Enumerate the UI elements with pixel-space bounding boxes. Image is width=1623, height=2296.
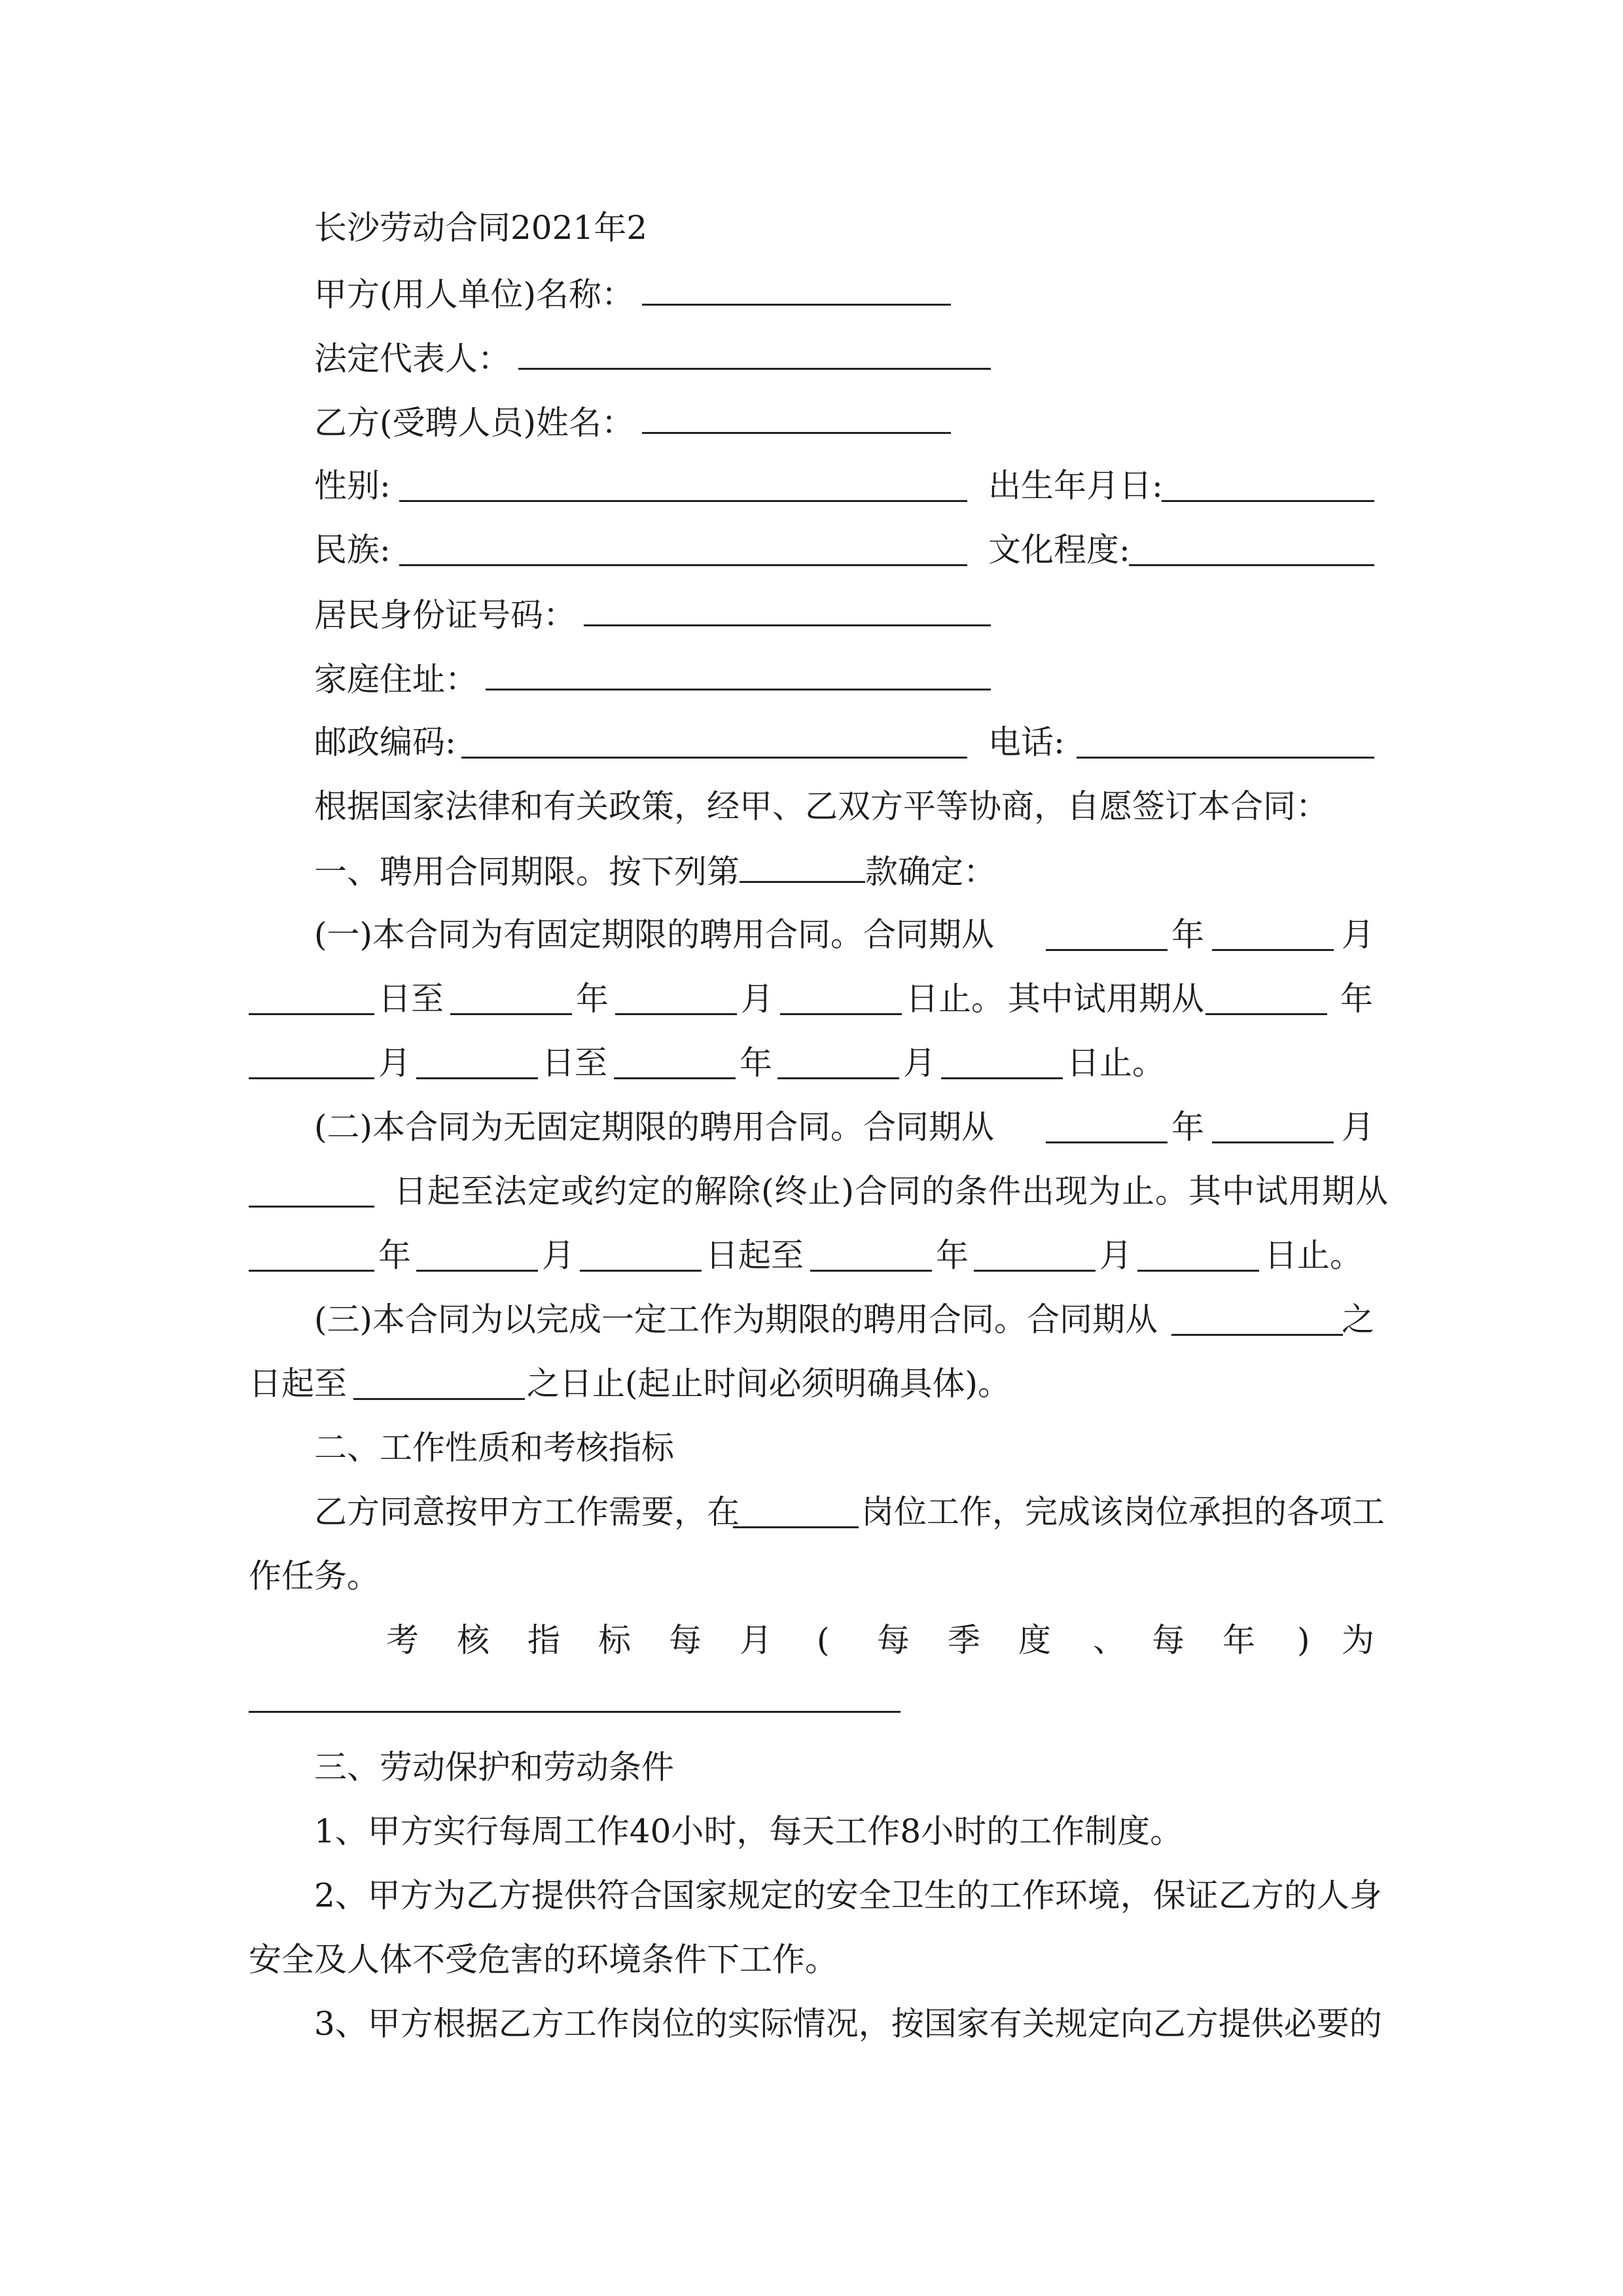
clause-3-text: (三)本合同为以完成一定工作为期限的聘用合同。合同期从 — [314, 1300, 1158, 1338]
party-a-name-row — [314, 274, 951, 313]
day-to-label: 日至 — [542, 1044, 607, 1082]
education-field[interactable] — [1129, 534, 1374, 566]
month-label: 月 — [741, 980, 774, 1018]
year-label: 年 — [1340, 980, 1373, 1018]
assessment-char: 度 — [1018, 1621, 1051, 1659]
open-probation-end-year-field[interactable] — [810, 1240, 932, 1272]
assessment-field[interactable] — [249, 1681, 901, 1713]
probation-end-month-field[interactable] — [777, 1047, 899, 1079]
party-a-name-field[interactable] — [642, 274, 951, 306]
assessment-char: 月 — [740, 1621, 772, 1659]
assessment-char: 每 — [877, 1621, 910, 1659]
section-2-text-cont: 岗位工作，完成该岗位承担的各项工 — [861, 1493, 1385, 1531]
month-label: 月 — [542, 1236, 575, 1274]
month-label: 月 — [903, 1044, 936, 1082]
party-a-name-label: 甲方(用人单位)名称： — [314, 276, 635, 314]
month-label: 月 — [1342, 1108, 1374, 1146]
clause-1-line-3 — [249, 1043, 1374, 1083]
open-probation-end-day-field[interactable] — [1137, 1240, 1259, 1272]
assessment-char: 、 — [1093, 1621, 1126, 1659]
task-contract-start-field[interactable] — [1171, 1304, 1343, 1336]
address-label: 家庭住址： — [314, 660, 478, 698]
assessment-char: 核 — [457, 1621, 490, 1659]
id-row — [314, 594, 991, 634]
party-b-name-field[interactable] — [642, 402, 951, 434]
assessment-char: 每 — [1152, 1621, 1185, 1659]
probation-start-day-field[interactable] — [416, 1047, 538, 1079]
birth-field[interactable] — [1162, 470, 1374, 502]
document-title: 长沙劳动合同2021年2 — [314, 209, 648, 247]
education-label: 文化程度: — [988, 531, 1130, 569]
party-b-name-row — [314, 402, 951, 441]
postcode-field[interactable] — [461, 726, 967, 759]
section-1-term — [314, 851, 996, 890]
contract-start-day-field[interactable] — [249, 983, 374, 1015]
clause-choice-field[interactable] — [740, 851, 865, 883]
assessment-char: ( — [817, 1621, 830, 1659]
month-label: 月 — [1099, 1236, 1132, 1274]
phone-label: 电话: — [988, 723, 1065, 761]
ethnicity-field[interactable] — [399, 534, 967, 566]
contract-end-month-field[interactable] — [615, 983, 737, 1015]
assessment-char: 年 — [1222, 1621, 1255, 1659]
open-contract-start-day-field[interactable] — [249, 1175, 374, 1208]
clause-2-text-cont: 日起至法定或约定的解除(终止)合同的条件出现为止。其中试用期从 — [394, 1172, 1389, 1210]
assessment-char: 为 — [1342, 1621, 1374, 1659]
section-2-para-1-end: 作任务。 — [249, 1557, 380, 1595]
section-3-item-3: 3、甲方根据乙方工作岗位的实际情况，按国家有关规定向乙方提供必要的 — [314, 2005, 1382, 2043]
day-end-label: 日止。 — [1264, 1236, 1363, 1274]
section-2-heading: 二、工作性质和考核指标 — [314, 1429, 674, 1467]
year-label: 年 — [740, 1044, 772, 1082]
postcode-label: 邮政编码: — [314, 723, 456, 761]
ethnicity-label: 民族: — [314, 531, 391, 569]
month-label: 月 — [1342, 916, 1374, 954]
clause-3-line-2 — [249, 1364, 1374, 1403]
section-3-item-1: 1、甲方实行每周工作40小时，每天工作8小时的工作制度。 — [314, 1812, 1183, 1850]
contract-end-day-field[interactable] — [780, 983, 902, 1015]
gender-birth-row — [314, 466, 1374, 505]
post-field[interactable] — [733, 1496, 859, 1528]
clause-1-line-2 — [249, 979, 1374, 1018]
day-to-label: 日至 — [378, 980, 444, 1018]
year-label: 年 — [1171, 1108, 1204, 1146]
assessment-char: 每 — [669, 1621, 702, 1659]
postcode-phone-row — [314, 723, 1374, 762]
section-1-text-end: 款确定： — [865, 853, 996, 891]
section-2-para-1 — [314, 1492, 1385, 1532]
phone-field[interactable] — [1077, 726, 1374, 759]
assessment-char: 标 — [598, 1621, 631, 1659]
open-probation-end-month-field[interactable] — [974, 1240, 1096, 1272]
address-field[interactable] — [486, 658, 991, 691]
legal-rep-label: 法定代表人： — [314, 340, 510, 378]
assessment-char: 指 — [527, 1621, 560, 1659]
party-b-name-label: 乙方(受聘人员)姓名： — [314, 404, 635, 442]
contract-end-year-field[interactable] — [450, 983, 572, 1015]
assessment-char: 季 — [948, 1621, 980, 1659]
section-3-heading: 三、劳动保护和劳动条件 — [314, 1748, 674, 1786]
clause-3-end-text: 之日止(起止时间必须明确具体)。 — [527, 1365, 1011, 1403]
legal-rep-field[interactable] — [518, 338, 991, 370]
assessment-char: ) — [1297, 1621, 1310, 1659]
section-1-text: 一、聘用合同期限。按下列第 — [314, 853, 740, 891]
ethnicity-education-row — [314, 530, 1374, 569]
clause-2-line-1 — [314, 1107, 1374, 1147]
year-label: 年 — [1171, 916, 1204, 954]
id-field[interactable] — [584, 594, 991, 626]
clause-2-line-2 — [249, 1172, 1389, 1211]
gender-field[interactable] — [399, 470, 967, 502]
intro-paragraph: 根据国家法律和有关政策，经甲、乙双方平等协商，自愿签订本合同： — [314, 787, 1329, 825]
task-contract-end-field[interactable] — [353, 1368, 525, 1400]
contract-start-year-field[interactable] — [1046, 919, 1168, 951]
clause-3-zhi: 之 — [1342, 1300, 1374, 1338]
id-label: 居民身份证号码： — [314, 596, 576, 634]
contract-start-month-field[interactable] — [1212, 919, 1334, 951]
day-end-label: 日止。 — [906, 980, 1004, 1018]
gender-label: 性别: — [314, 467, 391, 505]
open-probation-start-year-field[interactable] — [249, 1240, 374, 1272]
clause-2-text: (二)本合同为无固定期限的聘用合同。合同期从 — [314, 1108, 995, 1146]
open-probation-start-day-field[interactable] — [580, 1240, 702, 1272]
probation-end-day-field[interactable] — [941, 1047, 1063, 1079]
open-contract-start-year-field[interactable] — [1046, 1111, 1168, 1143]
clause-1-line-1 — [314, 915, 1374, 954]
day-end-label: 日止。 — [1067, 1044, 1165, 1082]
birth-label: 出生年月日: — [988, 467, 1163, 505]
day-from-to-label: 日起至 — [705, 1236, 804, 1274]
probation-label: 其中试用期从 — [1008, 980, 1204, 1018]
month-label: 月 — [378, 1044, 411, 1082]
address-row — [314, 658, 991, 698]
clause-3-from-to: 日起至 — [249, 1365, 347, 1403]
year-label: 年 — [936, 1236, 969, 1274]
year-label: 年 — [378, 1236, 411, 1274]
section-3-item-2: 2、甲方为乙方提供符合国家规定的安全卫生的工作环境，保证乙方的人身 — [314, 1876, 1382, 1914]
section-3-item-2-cont: 安全及人体不受危害的环境条件下工作。 — [249, 1941, 838, 1979]
clause-2-line-3 — [249, 1236, 1374, 1275]
assessment-line — [386, 1621, 1374, 1660]
assessment-char: 考 — [386, 1621, 419, 1659]
probation-start-year-field[interactable] — [1205, 983, 1327, 1015]
open-contract-start-month-field[interactable] — [1212, 1111, 1334, 1143]
clause-3-line-1 — [314, 1300, 1374, 1339]
legal-rep-row — [314, 338, 991, 377]
probation-end-year-field[interactable] — [614, 1047, 736, 1079]
open-probation-start-month-field[interactable] — [416, 1240, 538, 1272]
clause-1-text: (一)本合同为有固定期限的聘用合同。合同期从 — [314, 916, 995, 954]
probation-start-month-field[interactable] — [249, 1047, 374, 1079]
year-label: 年 — [576, 980, 609, 1018]
section-2-text: 乙方同意按甲方工作需要，在 — [314, 1493, 740, 1531]
